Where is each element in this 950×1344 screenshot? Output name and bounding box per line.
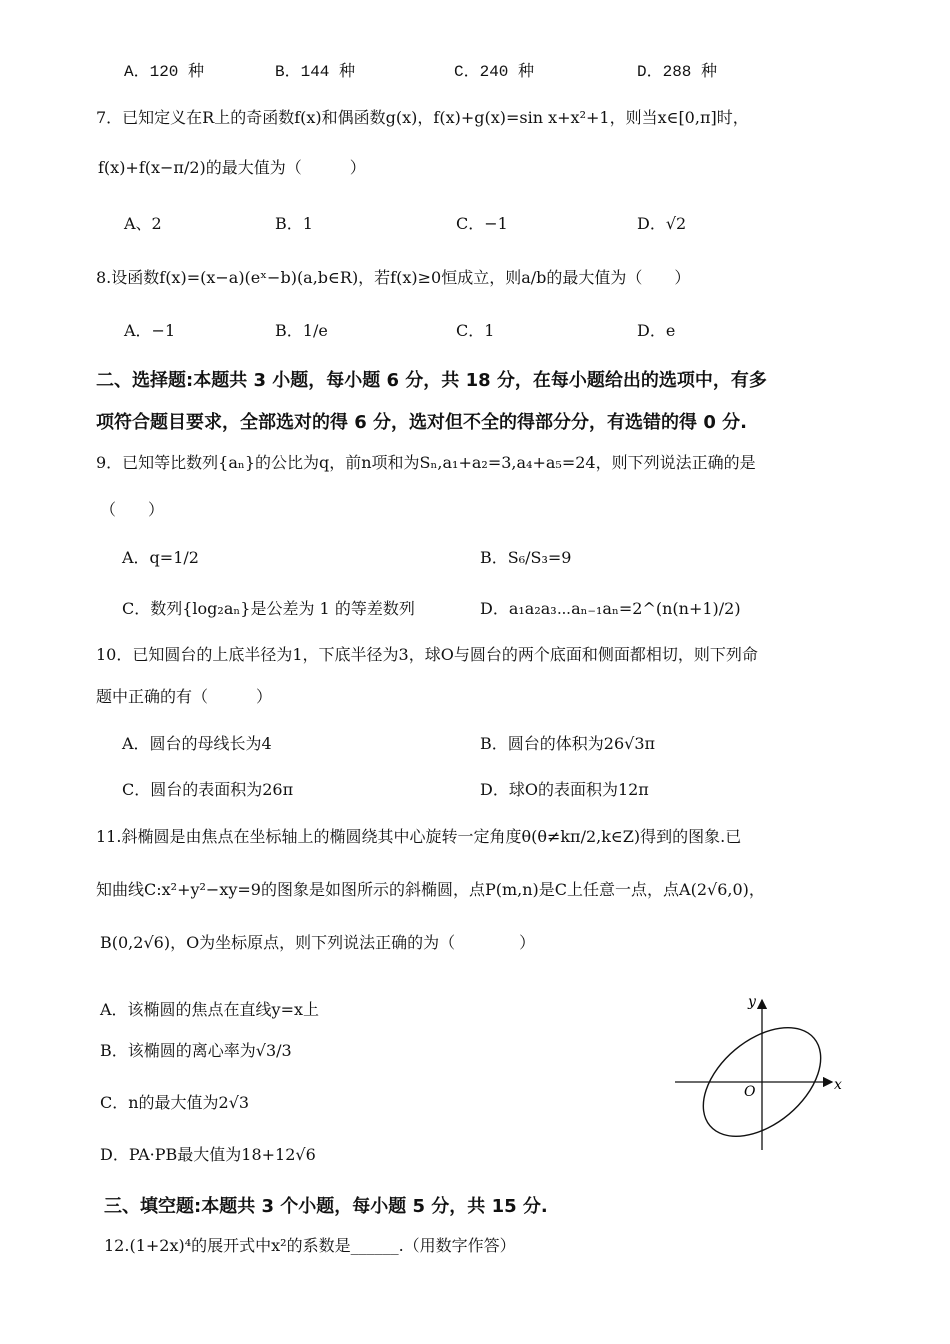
section2-heading-line2: 项符合题目要求，全部选对的得 6 分，选对但不全的得部分分，有选错的得 0 分. bbox=[96, 412, 747, 433]
q7-option-c: C．−1 bbox=[456, 214, 508, 233]
q7-option-a: A、2 bbox=[124, 214, 162, 233]
q7-option-d: D．√2 bbox=[637, 214, 687, 233]
q12-stem: 12.(1+2x)⁴的展开式中x²的系数是______.（用数字作答） bbox=[104, 1236, 516, 1255]
q8-option-a: A．−1 bbox=[124, 321, 176, 340]
q11-option-a: A．该椭圆的焦点在直线y=x上 bbox=[100, 1000, 320, 1019]
q10-option-b: B．圆台的体积为26√3π bbox=[480, 734, 656, 753]
q11-stem-line2: 知曲线C:x²+y²−xy=9的图象是如图所示的斜椭圆，点P(m,n)是C上任意一点，点A(2√6,0)， bbox=[96, 880, 765, 899]
q7-option-b: B．1 bbox=[275, 214, 313, 233]
q11-option-d: D．PA·PB最大值为18+12√6 bbox=[100, 1145, 316, 1164]
q8-stem: 8.设函数f(x)=(x−a)(eˣ−b)(a,b∈R)，若f(x)≥0恒成立，则a/b的最大值为（ ） bbox=[96, 268, 691, 287]
q8-option-d: D．e bbox=[637, 321, 676, 340]
q6-option-b: B．144 种 bbox=[275, 63, 356, 81]
q9-option-b: B．S₆/S₃=9 bbox=[480, 548, 572, 567]
q11-stem-line1: 11.斜椭圆是由焦点在坐标轴上的椭圆绕其中心旋转一定角度θ(θ≠kπ/2,k∈Z)得到的图象.已 bbox=[96, 827, 742, 846]
q8-option-b: B．1/e bbox=[275, 321, 328, 340]
q7-stem-line1: 7．已知定义在R上的奇函数f(x)和偶函数g(x)，f(x)+g(x)=sin x+x²+1，则当x∈[0,π]时， bbox=[96, 108, 749, 127]
section3-heading: 三、填空题:本题共 3 个小题，每小题 5 分，共 15 分. bbox=[104, 1196, 548, 1217]
q11-option-c: C．n的最大值为2√3 bbox=[100, 1093, 250, 1112]
q7-stem-line2: f(x)+f(x−π/2)的最大值为（ ） bbox=[98, 158, 366, 177]
q9-stem-line2: （ ） bbox=[100, 500, 165, 519]
q8-option-c: C．1 bbox=[456, 321, 495, 340]
y-axis-label: y bbox=[748, 994, 756, 1010]
q9-stem-line1: 9．已知等比数列{aₙ}的公比为q，前n项和为Sₙ,a₁+a₂=3,a₄+a₅=24，则下列说法正确的是 bbox=[96, 453, 756, 472]
q11-ellipse-figure bbox=[670, 990, 855, 1160]
origin-label: O bbox=[744, 1084, 756, 1100]
q9-option-a: A．q=1/2 bbox=[122, 548, 199, 567]
q6-option-a: A．120 种 bbox=[124, 63, 205, 81]
q10-option-d: D．球O的表面积为12π bbox=[480, 780, 649, 799]
q10-stem-line1: 10．已知圆台的上底半径为1，下底半径为3，球O与圆台的两个底面和侧面都相切，则下列命 bbox=[96, 645, 758, 664]
q10-option-a: A．圆台的母线长为4 bbox=[122, 734, 272, 753]
q9-option-c: C．数列{log₂aₙ}是公差为 1 的等差数列 bbox=[122, 599, 415, 618]
q10-option-c: C．圆台的表面积为26π bbox=[122, 780, 294, 799]
section2-heading-line1: 二、选择题:本题共 3 小题，每小题 6 分，共 18 分，在每小题给出的选项中，有多 bbox=[96, 370, 767, 391]
q9-option-d: D．a₁a₂a₃⋯aₙ₋₁aₙ=2^(n(n+1)/2) bbox=[480, 599, 741, 618]
q10-stem-line2: 题中正确的有（ ） bbox=[96, 687, 273, 706]
q11-option-b: B．该椭圆的离心率为√3/3 bbox=[100, 1041, 292, 1060]
q6-option-d: D．288 种 bbox=[637, 63, 718, 81]
q11-stem-line3: B(0,2√6)，O为坐标原点，则下列说法正确的为（ ） bbox=[100, 933, 536, 952]
x-axis-label: x bbox=[834, 1077, 842, 1093]
q6-option-c: C．240 种 bbox=[454, 63, 535, 81]
